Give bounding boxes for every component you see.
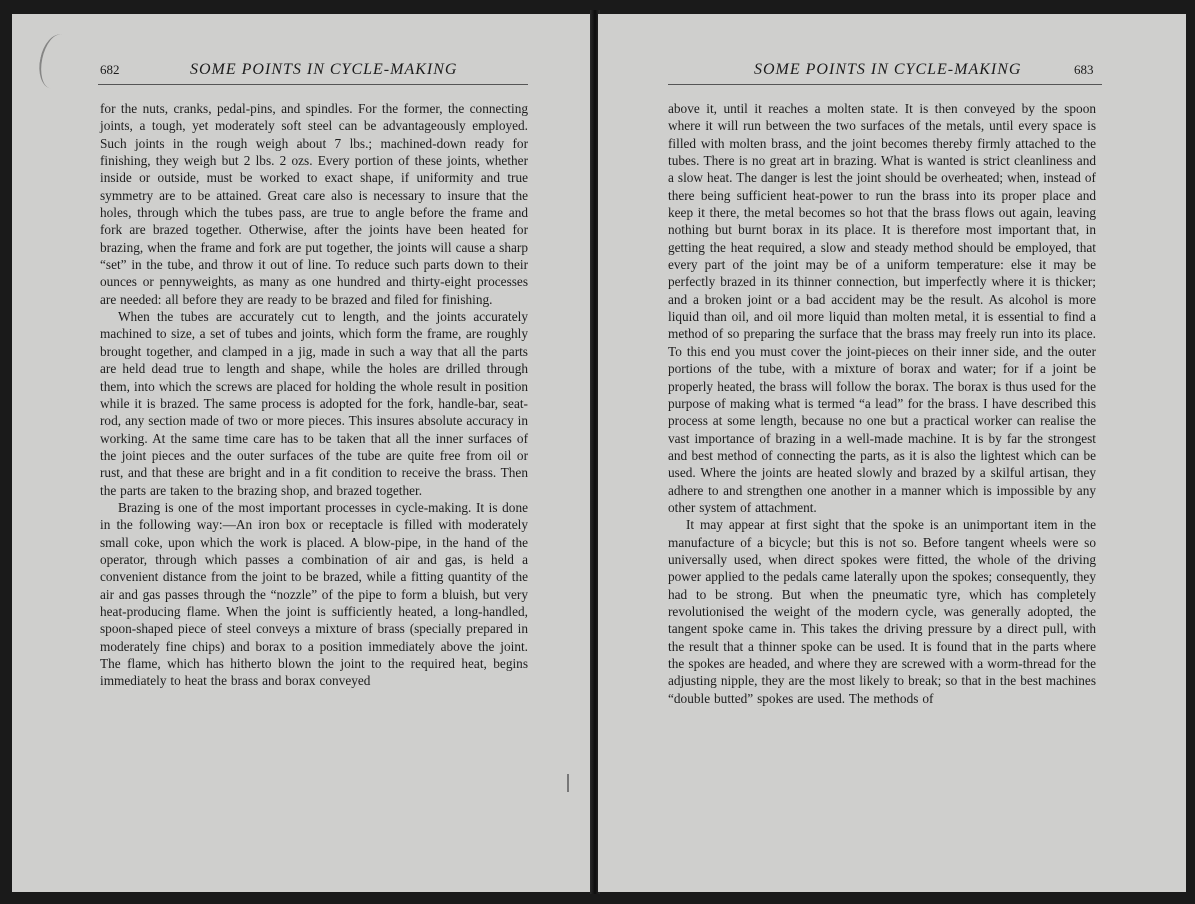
paragraph: It may appear at first sight that the spoke is an unimportant item in the manufacture of a bicycle; but this is not so. Before tangent wheels were so universally used, when direct spokes were fitted, the whole of the driving power applied to the pedals came laterally upon the spokes; consequently, they had to be strong. But when the pneumatic tyre, which has completely revolutionised the weight of the modern cycle, was generally adopted, the tangent spoke came in. This takes the driving pressure by a direct pull, with the result that a thinner spoke can be used. It is found that in the parts where the spokes are headed, and where they are screwed with a worm-thread for the adjusting nipple, they are the most likely to break; so that in the best machines “double butted” spokes are used. The methods of: [668, 517, 1096, 706]
paragraph: When the tubes are accurately cut to length, and the joints accurately machined to size, a set of tubes and joints, which form the frame, are roughly brought together, and clamped in a jig, made in such a way that all the parts are held dead true to length and shape, while the holes are drilled through them, into which the screws are placed for holding the whole result in position while it is brazed. The same process is adopted for the fork, handle-bar, seat-rod, any section made of two or more pieces. This insures absolute accuracy in working. At the same time care has to be taken that all the inner surfaces of the joint pieces and the outer surfaces of the tube are quite free from oil or rust, and that these are bright and in a fit condition to receive the brass. Then the parts are taken to the brazing shop, and brazed together.: [100, 309, 528, 498]
header-rule: [668, 84, 1102, 85]
running-title: SOME POINTS IN CYCLE-MAKING: [190, 61, 458, 78]
left-page: [12, 14, 592, 892]
paragraph: for the nuts, cranks, pedal-pins, and spindles. For the former, the connecting joints, a tough, yet moderately soft steel can be advantageously employed. Such joints in the rough weigh about 7 lbs.; machined-down ready for finishing, they weigh but 2 lbs. 2 ozs. Every portion of these joints, whether inside or outside, must be worked to exact shape, if uniformity and true symmetry are to be attained. Great care also is necessary to insure that the holes, through which the tubes pass, are true to angle before the frame and fork are brazed together. Otherwise, after the joints have been heated for brazing, when the frame and fork are put together, the joints will cause a sharp “set” in the tube, and throw it out of line. To reduce such parts down to their ounces or pennyweights, as many as one hundred and thirty-eight processes are needed: all before they are ready to be brazed and filed for finishing.: [100, 101, 528, 307]
body-text: [668, 100, 1096, 707]
page-number: 683: [1074, 62, 1094, 77]
paragraph: above it, until it reaches a molten state. It is then conveyed by the spoon where it will run between the two surfaces of the metals, until every space is filled with molten brass, and the joint becomes thereby firmly attached to the tubes. There is no great art in brazing. What is wanted is strict cleanliness and a slow heat. The danger is lest the joint should be overheated; when, instead of there being sufficient heat-power to run the brass into its proper place and keep it there, the metal becomes so hot that the brass flows out again, leaving nothing but burnt borax in its place. It is therefore most important that, in getting the heat required, a slow and steady method should be employed, that every part of the joint may be of a uniform temperature: else it may be perfectly brazed in its thinner connection, but imperfectly where it is thicker; and a broken joint or a bad accident may be the result. As alcohol is more liquid than oil, and oil more liquid than molten metal, it is essential to find a method of so preparing the surface that the brass may freely run into its place. To this end you must cover the joint-pieces on their inner side, and the outer portions of the tube, with a mixture of borax and water; for if a joint be properly heated, the brass will follow the borax. The borax is thus used for the purpose of making what is termed “a lead” for the brass. I have described this process at some length, because no one but a practical worker can realise the vast importance of brazing in a well-made machine. It is by far the strongest and best method of connecting the parts, as it is also the lightest which can be used. Where the joints are heated slowly and brazed by a skilful artisan, they adhere to and strengthen one another in a manner which is impossible by any other system of attachment.: [668, 101, 1096, 515]
pencil-mark: [35, 31, 78, 91]
header-rule: [98, 84, 528, 85]
page-number: 682: [100, 62, 120, 77]
running-title: SOME POINTS IN CYCLE-MAKING: [754, 61, 1022, 78]
right-page: [598, 14, 1186, 892]
body-text: [100, 100, 528, 690]
margin-mark: [567, 774, 569, 792]
paragraph: Brazing is one of the most important processes in cycle-making. It is done in the following way:—An iron box or receptacle is filled with moderately small coke, upon which the work is placed. A blow-pipe, in the hand of the operator, through which passes a combination of air and gas, is held a convenient distance from the joint to be brazed, while a fitting quantity of the air and gas passes through the “nozzle” of the pipe to form a bluish, but very heat-producing flame. When the joint is sufficiently heated, a long-handled, spoon-shaped piece of steel conveys a mixture of brass (specially prepared in moderately fine chips) and borax to a position immediately above the joint. The flame, which has hitherto blown the joint to the required heat, begins immediately to heat the brass and borax conveyed: [100, 499, 528, 689]
